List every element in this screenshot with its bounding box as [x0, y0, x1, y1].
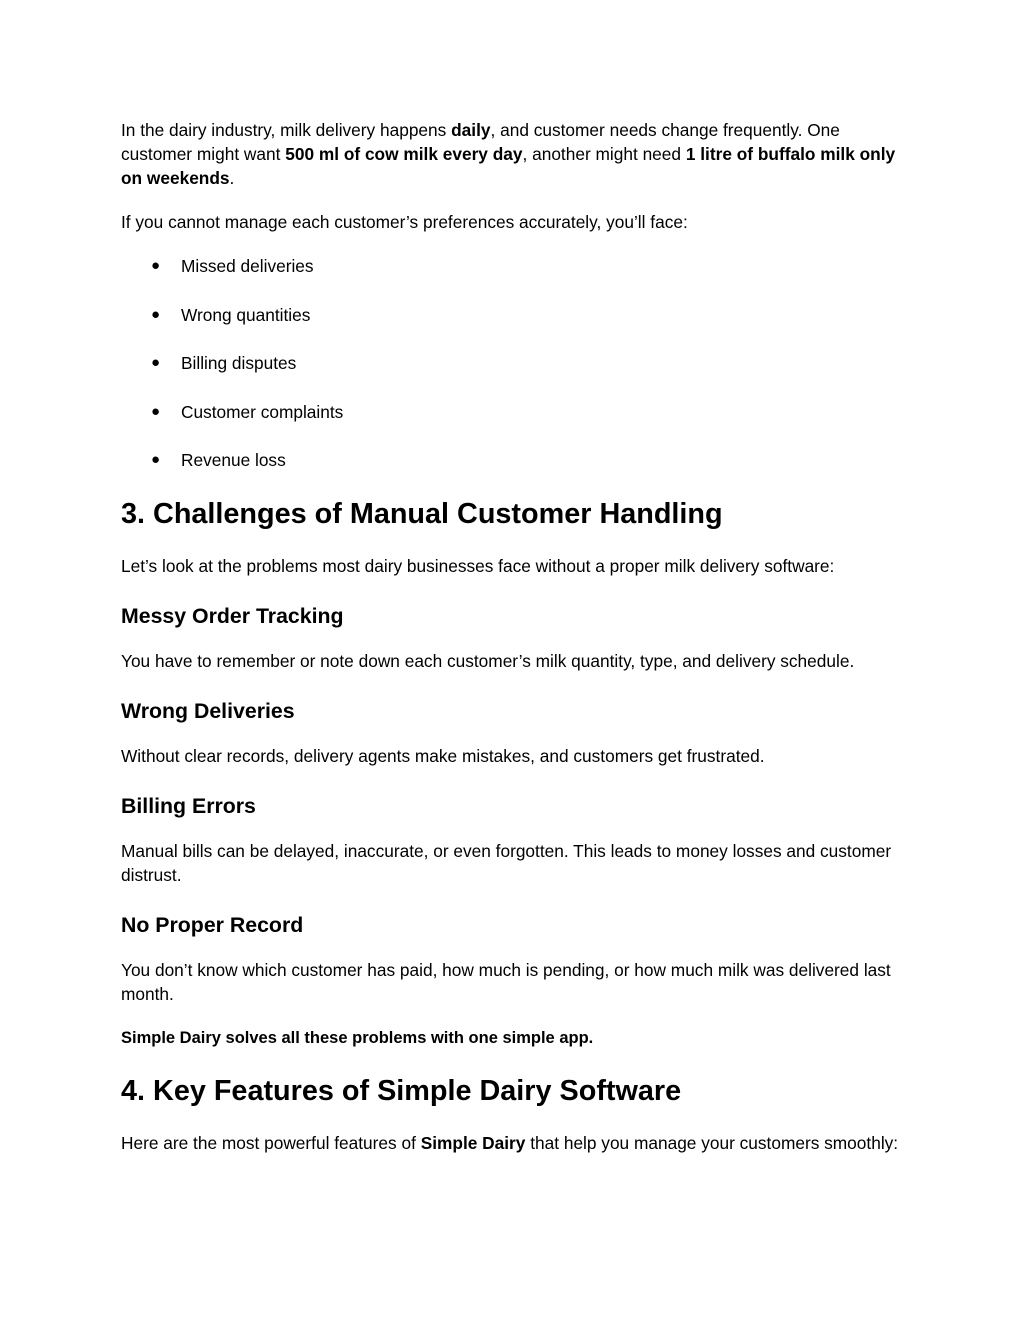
subsection-heading-wrong-deliveries: Wrong Deliveries	[121, 698, 295, 723]
list-item-text: Billing disputes	[181, 353, 297, 374]
bullet-icon: ●	[151, 354, 161, 372]
intro-paragraph	[121, 118, 911, 190]
intro-bold-daily: daily	[451, 120, 491, 140]
list-item	[121, 400, 911, 424]
intro-text-2: , and customer needs change frequently. One customer might want	[121, 120, 840, 164]
bullet-icon: ●	[151, 305, 161, 323]
section3-intro: Let’s look at the problems most dairy businesses face without a proper milk delivery software:	[121, 555, 835, 576]
subsection-heading-messy-order: Messy Order Tracking	[121, 603, 344, 628]
subsection-text-messy-order: You have to remember or note down each customer’s milk quantity, type, and delivery schedule.	[121, 650, 855, 671]
bullet-icon: ●	[151, 257, 161, 274]
list-item	[121, 448, 911, 472]
list-item	[121, 351, 911, 375]
subsection-heading-billing-errors: Billing Errors	[121, 793, 256, 818]
problems-list	[121, 254, 911, 472]
face-paragraph: If you cannot manage each customer’s preferences accurately, you’ll face:	[121, 212, 688, 232]
bullet-icon: ●	[151, 451, 161, 469]
list-item	[121, 303, 911, 327]
section4-text-1: Here are the most powerful features of	[121, 1132, 421, 1153]
list-item	[121, 254, 911, 278]
list-item-text: Revenue loss	[181, 450, 286, 471]
subsection-heading-no-record: No Proper Record	[121, 912, 304, 937]
intro-bold-buffalo-milk: 1 litre of buffalo milk only on weekends	[121, 144, 896, 188]
section4-text-2: that help you manage your customers smoothly:	[525, 1132, 899, 1153]
document-page	[121, 118, 911, 1155]
subsection-text-no-record: You don’t know which customer has paid, how much is pending, or how much milk was delivered last month.	[121, 959, 891, 1004]
list-item-text: Wrong quantities	[181, 304, 311, 325]
intro-text-4: .	[229, 168, 235, 188]
subsection-text-billing-errors: Manual bills can be delayed, inaccurate, or even forgotten. This leads to money losses and customer distrust.	[121, 840, 892, 885]
list-item-text: Customer complaints	[181, 401, 344, 422]
subsection-text-wrong-deliveries: Without clear records, delivery agents make mistakes, and customers get frustrated.	[121, 745, 765, 766]
section4-intro	[121, 1131, 911, 1155]
intro-text-1: In the dairy industry, milk delivery happens	[121, 120, 452, 140]
section4-heading: 4. Key Features of Simple Dairy Software	[121, 1074, 682, 1107]
bullet-icon: ●	[151, 402, 161, 420]
section4-bold-simple-dairy: Simple Dairy	[420, 1132, 526, 1153]
section3-heading: 3. Challenges of Manual Customer Handling	[121, 497, 723, 530]
intro-bold-cow-milk: 500 ml of cow milk every day	[285, 144, 523, 164]
intro-text-3: , another might need	[522, 144, 686, 164]
section3-closing: Simple Dairy solves all these problems with one simple app.	[121, 1028, 594, 1047]
list-item-text: Missed deliveries	[181, 256, 314, 276]
